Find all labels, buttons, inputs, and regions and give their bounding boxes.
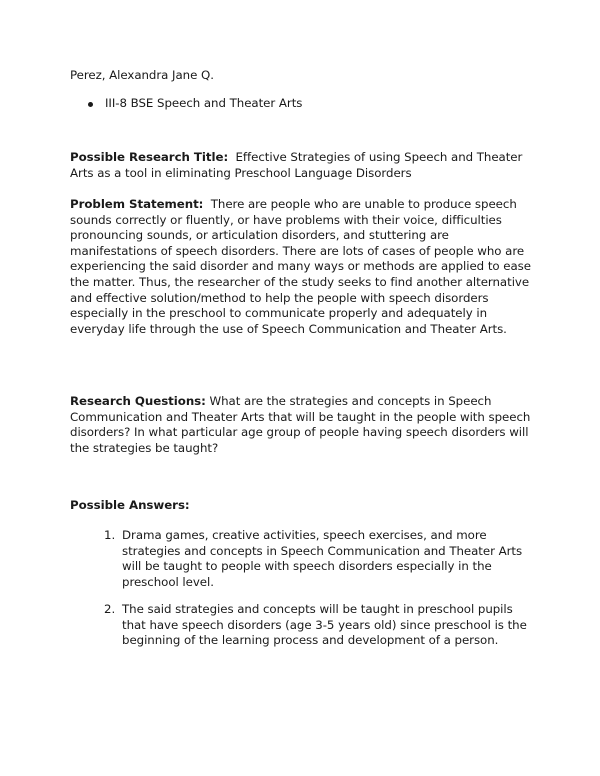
bullet-dot-icon — [88, 102, 93, 107]
research-questions-heading: Research Questions: — [70, 394, 206, 408]
research-questions-paragraph — [70, 394, 532, 456]
answer-list — [104, 602, 532, 649]
author-name: Perez, Alexandra Jane Q. — [70, 68, 214, 82]
answer-text: The said strategies and concepts will be taught in preschool pupils that have speech disorders (age 3-5 years old) since preschool is the beginning of the learning process and development of a person. — [122, 602, 527, 648]
answer-number: 2. — [104, 602, 116, 616]
answer-item — [104, 602, 532, 649]
possible-answers-heading: Possible Answers: — [70, 498, 190, 512]
answer-text: Drama games, creative activities, speech exercises, and more strategies and concepts in Speech Communication and Theater Arts will be taught to people with speech disorders especially in the preschool level. — [122, 528, 523, 589]
problem-statement-body: There are people who are unable to produce speech sounds correctly or fluently, or have problems with their voice, difficulties pronouncing sounds, or articulation disorders, and stuttering are manifestations of speech disorders. There are lots of cases of people who are experiencing the said disorder and many ways or methods are applied to ease the matter. Thus, the researcher of the study seeks to find another alternative and effective solution/method to help the people with speech disorders especially in the preschool to communicate properly and adequately in everyday life through the use of Speech Communication and Theater Arts. — [70, 197, 531, 336]
bullet-item — [88, 96, 528, 112]
answer-item — [104, 528, 532, 590]
answer-number: 1. — [104, 528, 116, 542]
research-title-paragraph — [70, 150, 532, 181]
research-title-heading: Possible Research Title: — [70, 150, 229, 164]
possible-answers-paragraph — [70, 498, 532, 514]
problem-statement-heading: Problem Statement: — [70, 197, 204, 211]
bullet-list — [88, 96, 528, 112]
answer-list — [104, 528, 532, 590]
research-title-body: Effective Strategies of using Speech and Theater Arts as a tool in eliminating Preschool Language Disorders — [70, 150, 523, 180]
research-questions-body: What are the strategies and concepts in Speech Communication and Theater Arts that will be taught in the people with speech disorders? In what particular age group of people having speech disorders will the strategies be taught? — [70, 394, 531, 455]
bullet-item-text: III-8 BSE Speech and Theater Arts — [105, 96, 303, 110]
problem-statement-paragraph — [70, 197, 532, 337]
